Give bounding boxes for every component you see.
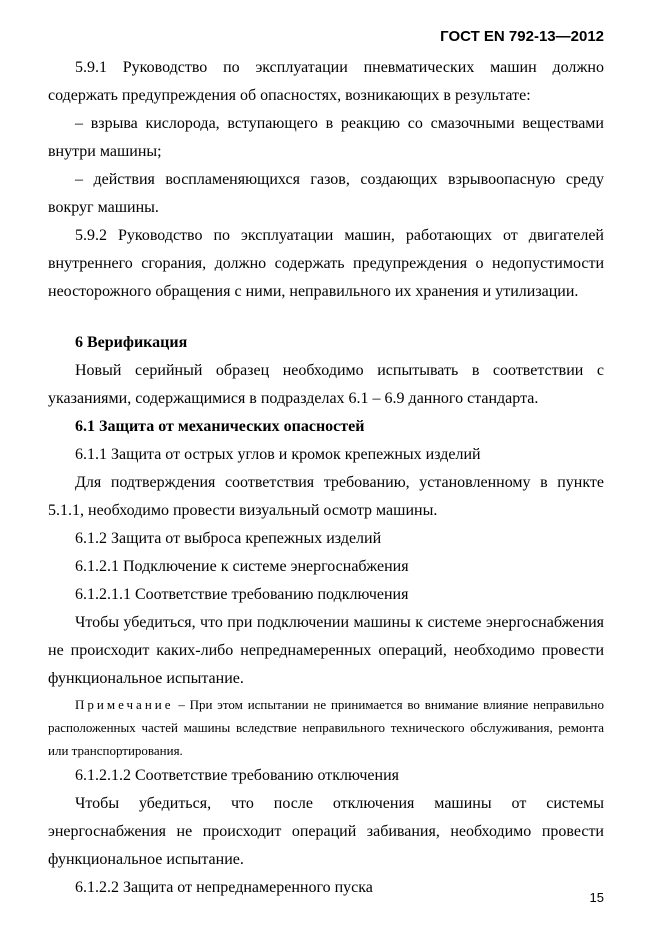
heading-6-verification: 6 Верификация [75, 334, 188, 351]
para-6-1-1-heading: 6.1.1 Защита от острых углов и кромок крепежных изделий [75, 446, 481, 463]
list-item-oxygen-explosion: – взрыва кислорода, вступающего в реакцию со смазочными веществами внутри машины; [48, 115, 604, 160]
para-6-1-1-text: Для подтверждения соответствия требованию, установленному в пункте 5.1.1, необходимо провести визуальный осмотр машины. [48, 474, 604, 519]
para-6-1-2-heading: 6.1.2 Защита от выброса крепежных изделий [75, 530, 382, 547]
note-label: Примечание [75, 697, 174, 712]
para-6-1-2-1-heading: 6.1.2.1 Подключение к системе энергоснабжения [75, 558, 409, 575]
para-6-1-2-1-2-text: Чтобы убедиться, что после отключения машины от системы энергоснабжения не происходит операций забивания, необходимо провести функциональное испытание. [48, 795, 604, 868]
para-6-intro: Новый серийный образец необходимо испытывать в соответствии с указаниями, содержащимися в подразделах 6.1 – 6.9 данного стандарта. [48, 362, 604, 407]
para-5-9-1: 5.9.1 Руководство по эксплуатации пневматических машин должно содержать предупреждения об опасностях, возникающих в результате: [48, 59, 604, 104]
list-item-flammable-gases: – действия воспламеняющихся газов, создающих взрывоопасную среду вокруг машины. [48, 171, 604, 216]
page-number: 15 [589, 890, 604, 905]
page-header [48, 29, 604, 45]
para-6-1-2-1-1-heading: 6.1.2.1.1 Соответствие требованию подключения [75, 586, 409, 603]
document-body [48, 54, 604, 902]
document-code: ГОСТ EN 792-13—2012 [440, 28, 604, 45]
heading-6-1-mechanical-hazards: 6.1 Защита от механических опасностей [75, 418, 365, 435]
para-5-9-2: 5.9.2 Руководство по эксплуатации машин, работающих от двигателей внутреннего сгорания, должно содержать предупреждения о недопустимости неосторожного обращения с ними, неправильного их хранения и утилизации. [48, 227, 604, 300]
page-footer [590, 891, 604, 905]
para-6-1-2-1-1-text: Чтобы убедиться, что при подключении машины к системе энергоснабжения не происходит каких-либо непреднамеренных операций, необходимо провести функциональное испытание. [48, 614, 604, 687]
para-6-1-2-2-heading: 6.1.2.2 Защита от непреднамеренного пуска [75, 879, 373, 896]
note-paragraph: Примечание – При этом испытании не принимается во внимание влияние неправильно расположенных частей машины вследствие неправильного технического обслуживания, ремонта или транспортирования. [48, 697, 604, 758]
para-6-1-2-1-2-heading: 6.1.2.1.2 Соответствие требованию отключения [75, 767, 399, 784]
